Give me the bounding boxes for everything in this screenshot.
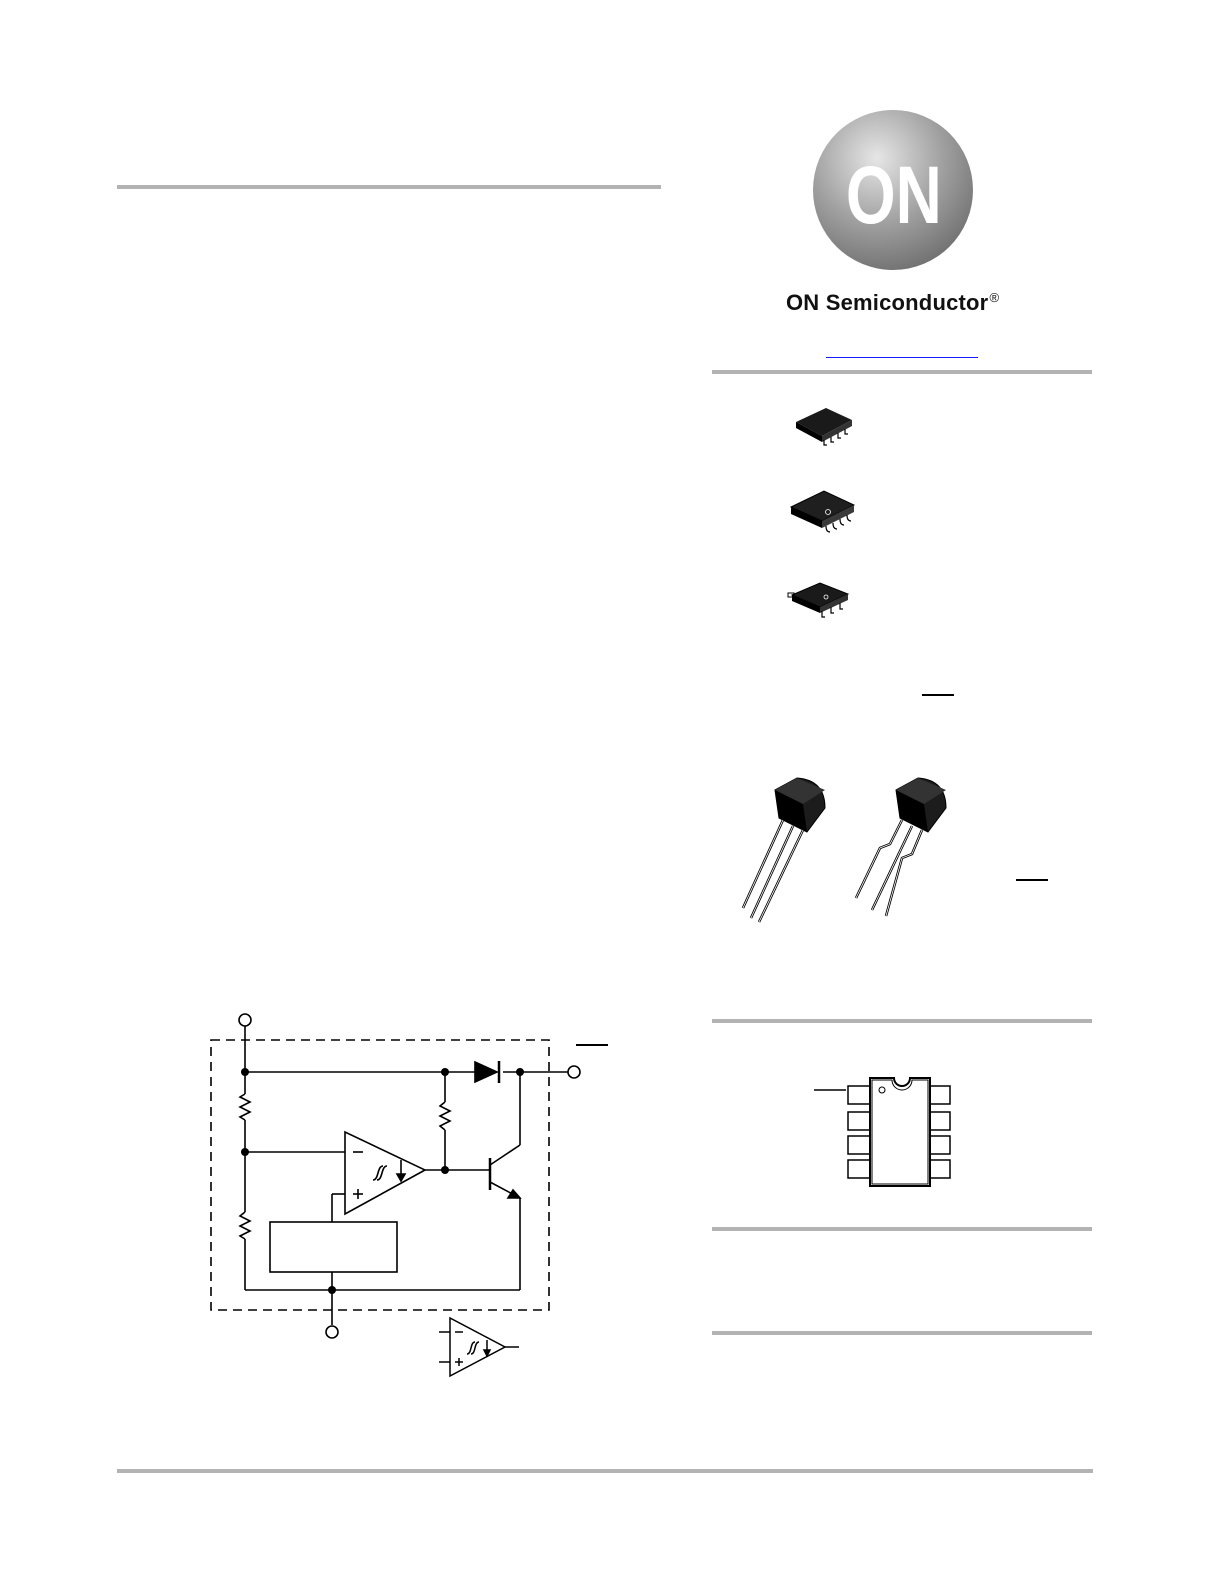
logo-text: ON [845,148,942,241]
company-name-text: ON Semiconductor [786,290,989,315]
overbar-1 [922,694,954,696]
right-rule-1 [712,370,1092,374]
to-92-straight-lead-package-icon [735,770,835,930]
right-rule-4 [712,1331,1092,1335]
right-rule-2 [712,1019,1092,1023]
registered-mark: ® [989,290,1000,305]
block-diagram-schematic [195,1010,625,1410]
title-rule [117,185,661,189]
right-rule-3 [712,1227,1092,1231]
micro8-package-icon [786,485,861,535]
overbar-2 [1016,879,1048,881]
bottom-rule [117,1469,1093,1473]
company-name [786,290,1026,316]
comparator-symbol-icon [435,1312,535,1382]
on-semiconductor-logo-icon [808,105,978,275]
tsop-5-package-icon [786,577,856,622]
pin-connection-diagram [810,1074,1010,1194]
to-92-bent-lead-package-icon [850,770,950,930]
website-link[interactable] [826,357,978,358]
soic-8-package-icon [790,400,860,450]
